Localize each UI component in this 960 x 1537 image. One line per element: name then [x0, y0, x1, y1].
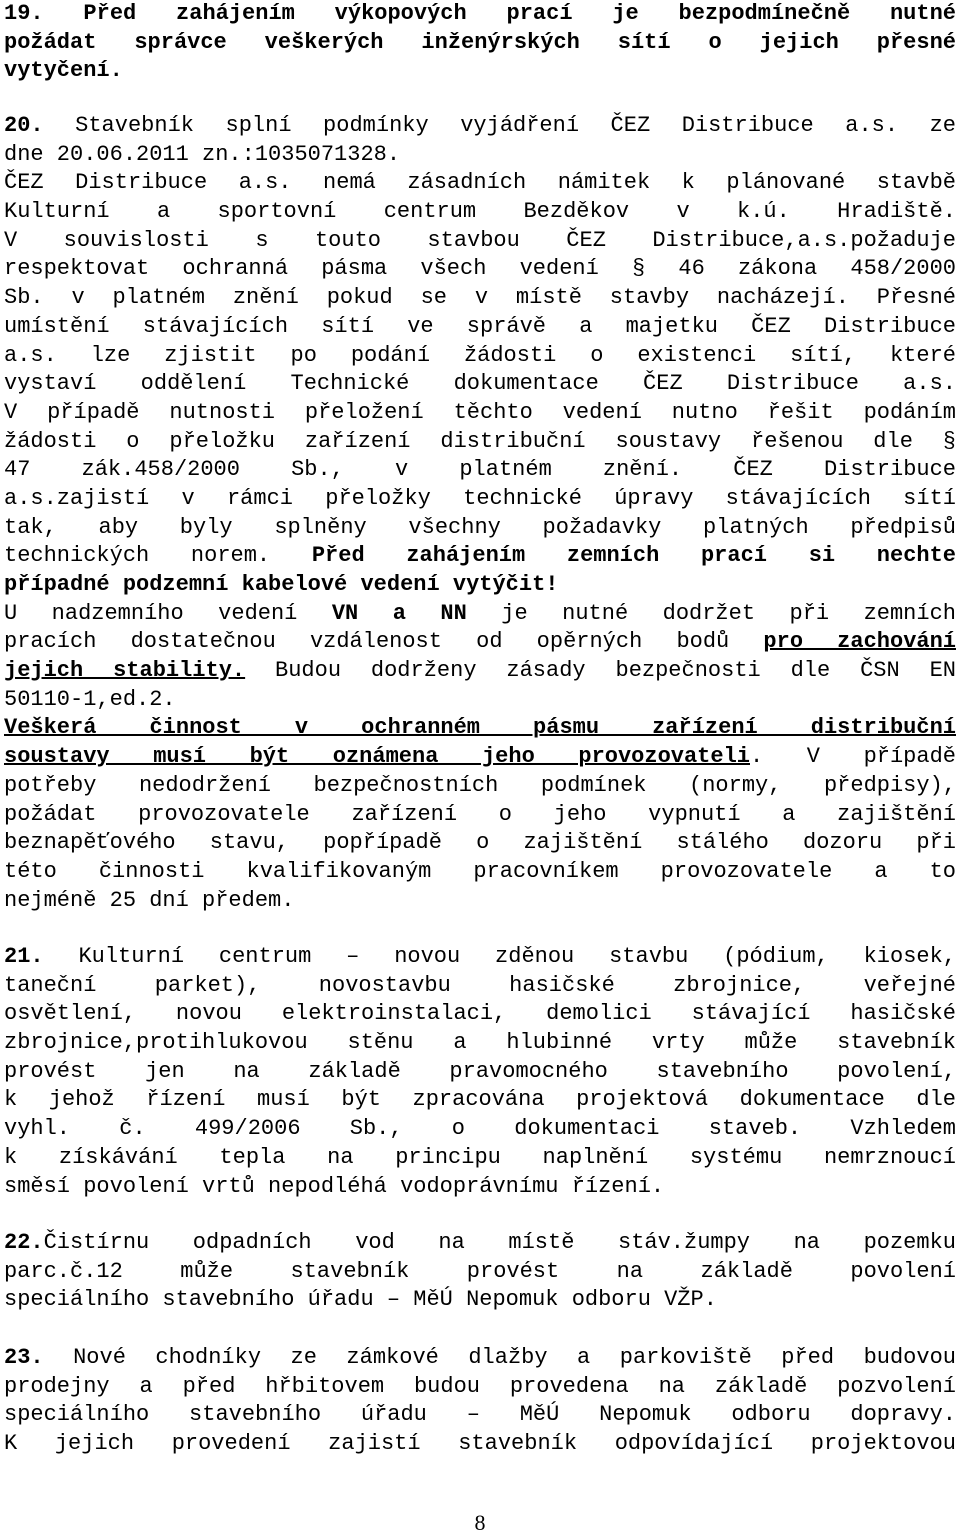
- p20-line-12: žádosti o přeložku zařízení distribuční soustavy řešenou dle §: [4, 428, 956, 454]
- paragraph-20: [4, 112, 956, 915]
- p20-line-4: Kulturní a sportovní centrum Bezděkov v k.ú. Hradiště.: [4, 199, 956, 225]
- p20-line-6: respektovat ochranná pásma všech vedení § 46 zákona 458/2000: [4, 256, 956, 282]
- p21-line-1: 21. Kulturní centrum – novou zděnou stavbu (pódium, kiosek,: [4, 944, 956, 969]
- p22-line-1: 22.Čistírnu odpadních vod na místě stáv.žumpy na pozemku: [4, 1230, 956, 1255]
- p20-line-23: soustavy musí být oznámena jeho provozovateli. V případě: [4, 744, 956, 770]
- p22-line-3: speciálního stavebního úřadu – MěÚ Nepomuk odboru VŽP.: [4, 1287, 717, 1313]
- p20-line-21: 50110-1,ed.2.: [4, 686, 176, 712]
- p20-line-7: Sb. v platném znění pokud se v místě stavby nacházejí. Přesné: [4, 285, 956, 311]
- p20-number: 20.: [4, 113, 44, 138]
- p21-number: 21.: [4, 944, 44, 969]
- p19-line-2: požádat správce veškerých inženýrských sítí o jejich přesné: [4, 29, 956, 55]
- p21-line-7: vyhl. č. 499/2006 Sb., o dokumentaci staveb. Vzhledem: [4, 1116, 956, 1142]
- p21-line-6: k jehož řízení musí být zpracována projektová dokumentace dle: [4, 1087, 956, 1113]
- p19-line-3: vytyčení.: [4, 58, 123, 84]
- p20-line-15: tak, aby byly splněny všechny požadavky platných předpisů: [4, 514, 956, 540]
- p20-line-28: nejméně 25 dní předem.: [4, 887, 295, 913]
- p22-line-2: parc.č.12 může stavebník provést na základě povolení: [4, 1258, 956, 1284]
- p21-line-5: provést jen na základě pravomocného stavebního povolení,: [4, 1058, 956, 1084]
- p19-line-1: 19. Před zahájením výkopových prací je bezpodmínečně nutné: [4, 1, 956, 26]
- p20-line-13: 47 zák.458/2000 Sb., v platném znění. ČEZ Distribuce: [4, 457, 956, 483]
- p20-line-14: a.s.zajistí v rámci přeložky technické úpravy stávajících sítí: [4, 485, 956, 511]
- warning-text: Před zahájením zemních prací si nechte: [311, 543, 956, 569]
- p23-line-1: 23. Nové chodníky ze zámkové dlažby a parkoviště před budovou: [4, 1345, 956, 1370]
- p23-number: 23.: [4, 1345, 44, 1370]
- p22-number: 22.: [4, 1230, 44, 1255]
- p20-line-3: ČEZ Distribuce a.s. nemá zásadních námitek k plánované stavbě: [4, 170, 956, 196]
- p21-line-4: zbrojnice,protihlukovou stěnu a hlubinné vrty může stavebník: [4, 1030, 956, 1056]
- p21-line-3: osvětlení, novou elektroinstalaci, demolici stávající hasičské: [4, 1001, 956, 1027]
- p20-line-11: V případě nutnosti přeložení těchto vedení nutno řešit podáním: [4, 399, 956, 425]
- p20-line-24: potřeby nedodržení bezpečnostních podmínek (normy, předpisy),: [4, 772, 956, 798]
- p23-line-2: prodejny a před hřbitovem budou provedena na základě pozvolení: [4, 1373, 956, 1399]
- page-number: 8: [474, 1510, 486, 1535]
- paragraph-22: [4, 1229, 956, 1315]
- p20-line-9: a.s. lze zjistit po podání žádosti o existenci sítí, které: [4, 342, 956, 368]
- p20-line-8: umístění stávajících sítí ve správě a majetku ČEZ Distribuce: [4, 313, 956, 339]
- p23-line-4: K jejich provedení zajistí stavebník odpovídající projektovou: [4, 1431, 956, 1457]
- paragraph-23: [4, 1344, 956, 1459]
- p20-line-22: Veškerá činnost v ochranném pásmu zařízení distribuční: [4, 715, 956, 741]
- p23-line-3: speciálního stavebního úřadu – MěÚ Nepomuk odboru dopravy.: [4, 1402, 956, 1428]
- p21-line-2: taneční parket), novostavbu hasičské zbrojnice, veřejné: [4, 972, 956, 998]
- p21-line-8: k získávání tepla na principu naplnění systému nemrznoucí: [4, 1144, 956, 1170]
- p20-line-2: dne 20.06.2011 zn.:1035071328.: [4, 141, 401, 167]
- paragraph-21: [4, 943, 956, 1201]
- p20-line-16: technických norem. Před zahájením zemních prací si nechte: [4, 543, 956, 569]
- p20-line-20: jejich stability. Budou dodrženy zásady bezpečnosti dle ČSN EN: [4, 658, 956, 684]
- p20-line-18: U nadzemního vedení VN a NN je nutné dodržet při zemních: [4, 600, 956, 626]
- p20-line-1: 20. Stavebník splní podmínky vyjádření ČEZ Distribuce a.s. ze: [4, 113, 956, 138]
- p20-line-17: případné podzemní kabelové vedení vytýčit!: [4, 572, 559, 597]
- p20-line-27: této činnosti kvalifikovaným pracovníkem provozovatele a to: [4, 858, 956, 884]
- p20-line-26: beznapěťového stavu, popřípadě o zajištění stálého dozoru při: [4, 830, 956, 856]
- p20-line-5: V souvislosti s touto stavbou ČEZ Distribuce,a.s.požaduje: [4, 227, 956, 253]
- p19-number: 19.: [4, 1, 44, 26]
- p20-line-25: požádat provozovatele zařízení o jeho vypnutí a zajištění: [4, 801, 956, 827]
- p20-line-10: vystaví oddělení Technické dokumentace ČEZ Distribuce a.s.: [4, 371, 956, 397]
- p21-line-9: směsí povolení vrtů nepodléhá vodoprávnímu řízení.: [4, 1173, 665, 1199]
- paragraph-19: [4, 0, 956, 86]
- p20-line-19: pracích dostatečnou vzdálenost od opěrných bodů pro zachování: [4, 629, 956, 655]
